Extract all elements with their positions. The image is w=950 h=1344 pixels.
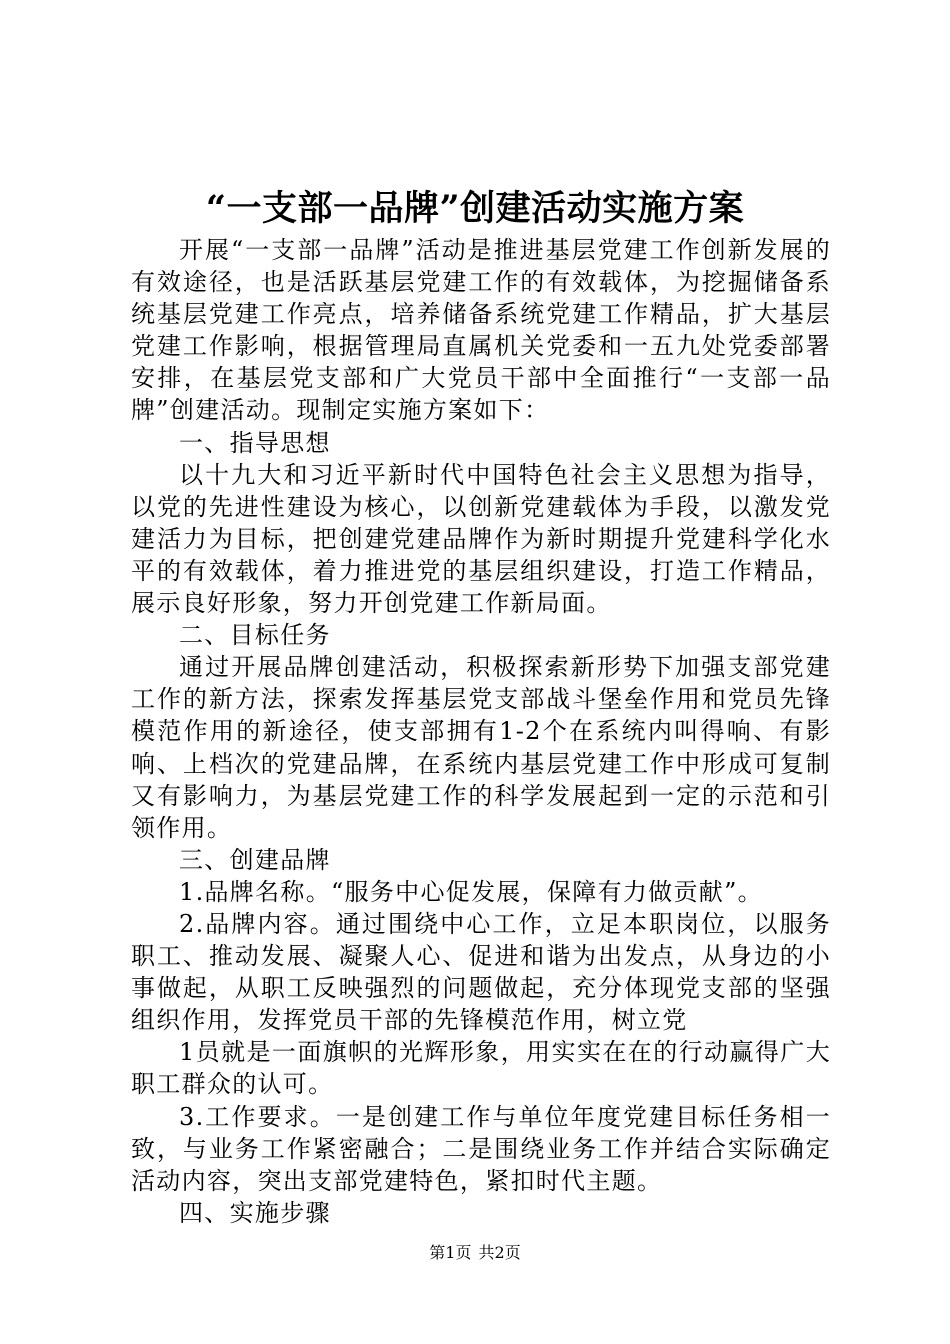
document-body [131, 234, 831, 1229]
guiding-ideology-paragraph: 以十九大和习近平新时代中国特色社会主义思想为指导，以党的先进性建设为核心，以创新党建载体为手段，以激发党建活力为目标，把创建党建品牌作为新时期提升党建科学化水平的有效载体，着力推进党的基层组织建设，打造工作精品，展示良好形象，努力开创党建工作新局面。 [131, 460, 831, 618]
goals-paragraph: 通过开展品牌创建活动，积极探索新形势下加强支部党建工作的新方法，探索发挥基层党支部战斗堡垒作用和党员先锋模范作用的新途径，使支部拥有1-2个在系统内叫得响、有影响、上档次的党建品牌，在系统内基层党建工作中形成可复制又有影响力，为基层党建工作的科学发展起到一定的示范和引领作用。 [131, 653, 831, 842]
brand-content-paragraph: 2.品牌内容。通过围绕中心工作，立足本职岗位，以服务职工、推动发展、凝聚人心、促进和谐为出发点，从身边的小事做起，从职工反映强烈的问题做起，充分体现党支部的坚强组织作用，发挥党员干部的先锋模范作用，树立党 [131, 909, 831, 1035]
intro-paragraph: 开展“一支部一品牌”活动是推进基层党建工作创新发展的有效途径，也是活跃基层党建工作的有效载体，为挖掘储备系统基层党建工作亮点，培养储备系统党建工作精品，扩大基层党建工作影响，根据管理局直属机关党委和一五九处党委部署安排，在基层党支部和广大党员干部中全面推行“一支部一品牌”创建活动。现制定实施方案如下： [131, 236, 831, 425]
work-requirements-paragraph: 3.工作要求。一是创建工作与单位年度党建目标任务相一致，与业务工作紧密融合；二是围绕业务工作并结合实际确定活动内容，突出支部党建特色，紧扣时代主题。 [131, 1102, 831, 1195]
section-heading-steps: 四、实施步骤 [179, 1198, 331, 1227]
section-heading-guiding-ideology: 一、指导思想 [179, 428, 331, 457]
brand-content-continued-paragraph: 1员就是一面旗帜的光辉形象，用实实在在的行动赢得广大职工群众的认可。 [131, 1038, 831, 1099]
section-heading-goals: 二、目标任务 [179, 621, 331, 650]
brand-name-paragraph: 1.品牌名称。“服务中心促发展，保障有力做贡献”。 [179, 877, 763, 906]
page-footer: 第1页 共2页 [429, 1243, 521, 1262]
section-heading-brand: 三、创建品牌 [179, 845, 331, 874]
document-title: “一支部一品牌”创建活动实施方案 [205, 188, 745, 229]
